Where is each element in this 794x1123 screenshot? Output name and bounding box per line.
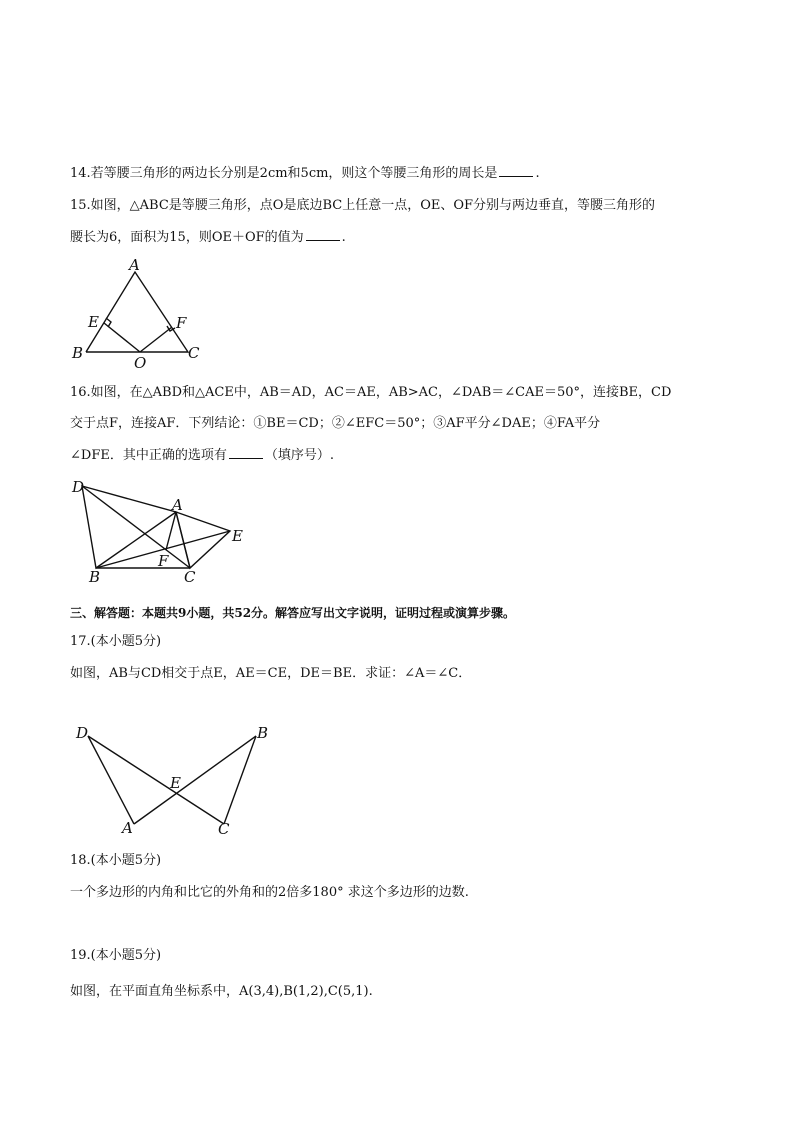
question-16-line-1: 16.如图，在△ABD和△ACE中，AB＝AD，AC＝AE，AB>AC，∠DAB＝∠CAE＝50°，连接BE，CD [70, 385, 672, 400]
label-a: A [122, 819, 133, 837]
question-16-text: ∠DFE．其中正确的选项有 [70, 448, 227, 463]
question-14 [70, 164, 540, 184]
q16-triangles-figure [70, 476, 250, 586]
segment-oe [104, 323, 140, 352]
label-f: F [176, 314, 187, 332]
section-heading: 三、解答题：本题共9小题，共52分。解答应写出文字说明，证明过程或演算步骤。 [70, 606, 516, 620]
question-14-end: . [535, 166, 540, 181]
question-15-line-2 [70, 228, 346, 248]
answer-blank [499, 164, 533, 177]
segment-da [88, 736, 134, 824]
triangle-ace [176, 512, 230, 568]
label-d: D [76, 724, 89, 742]
question-18-text: 一个多边形的内角和比它的外角和的2倍多180° 求这个多边形的边数. [70, 885, 469, 900]
question-16-end: （填序号）. [264, 448, 334, 463]
segment-bc [224, 736, 256, 824]
question-16-line-2: 交于点F，连接AF．下列结论：①BE＝CD；②∠EFC＝50°；③AF平分∠DAE；④FA平分 [70, 416, 601, 431]
label-f: F [158, 552, 169, 570]
question-19-text: 如图，在平面直角坐标系中，A(3,4),B(1,2),C(5,1). [70, 984, 373, 999]
segment-dc [88, 736, 224, 824]
label-e: E [232, 527, 243, 545]
label-b: B [89, 568, 101, 586]
q17-figure [74, 722, 274, 840]
question-17-text: 如图，AB与CD相交于点E，AE＝CE，DE＝BE．求证：∠A＝∠C． [70, 666, 472, 681]
segment-of [140, 327, 172, 352]
label-b: B [257, 724, 269, 742]
question-16-line-3 [70, 446, 334, 466]
answer-blank [229, 446, 263, 459]
label-c: C [218, 820, 230, 838]
question-15-text: 腰长为6，面积为15，则OE＋OF的值为 [70, 230, 304, 245]
label-e: E [88, 313, 99, 331]
question-15-end: . [341, 230, 346, 245]
question-18-title: 18.(本小题5分) [70, 853, 162, 868]
question-19-title: 19.(本小题5分) [70, 948, 162, 963]
triangle-abc [86, 272, 188, 352]
question-17-title: 17.(本小题5分) [70, 634, 162, 649]
label-a: A [172, 496, 183, 514]
question-14-text: 14.若等腰三角形的两边长分别是2cm和5cm，则这个等腰三角形的周长是 [70, 166, 498, 181]
label-b: B [72, 344, 84, 362]
answer-blank [306, 228, 340, 241]
q15-triangle-figure [70, 256, 210, 372]
label-o: O [134, 354, 147, 372]
question-15-line-1: 15.如图，△ABC是等腰三角形，点O是底边BC上任意一点，OE、OF分别与两边垂直，等腰三角形的 [70, 198, 656, 213]
segment-ab [134, 736, 256, 824]
label-d: D [72, 478, 85, 496]
label-c: C [188, 344, 200, 362]
label-a: A [129, 256, 140, 274]
label-e: E [170, 774, 181, 792]
label-c: C [184, 568, 196, 586]
